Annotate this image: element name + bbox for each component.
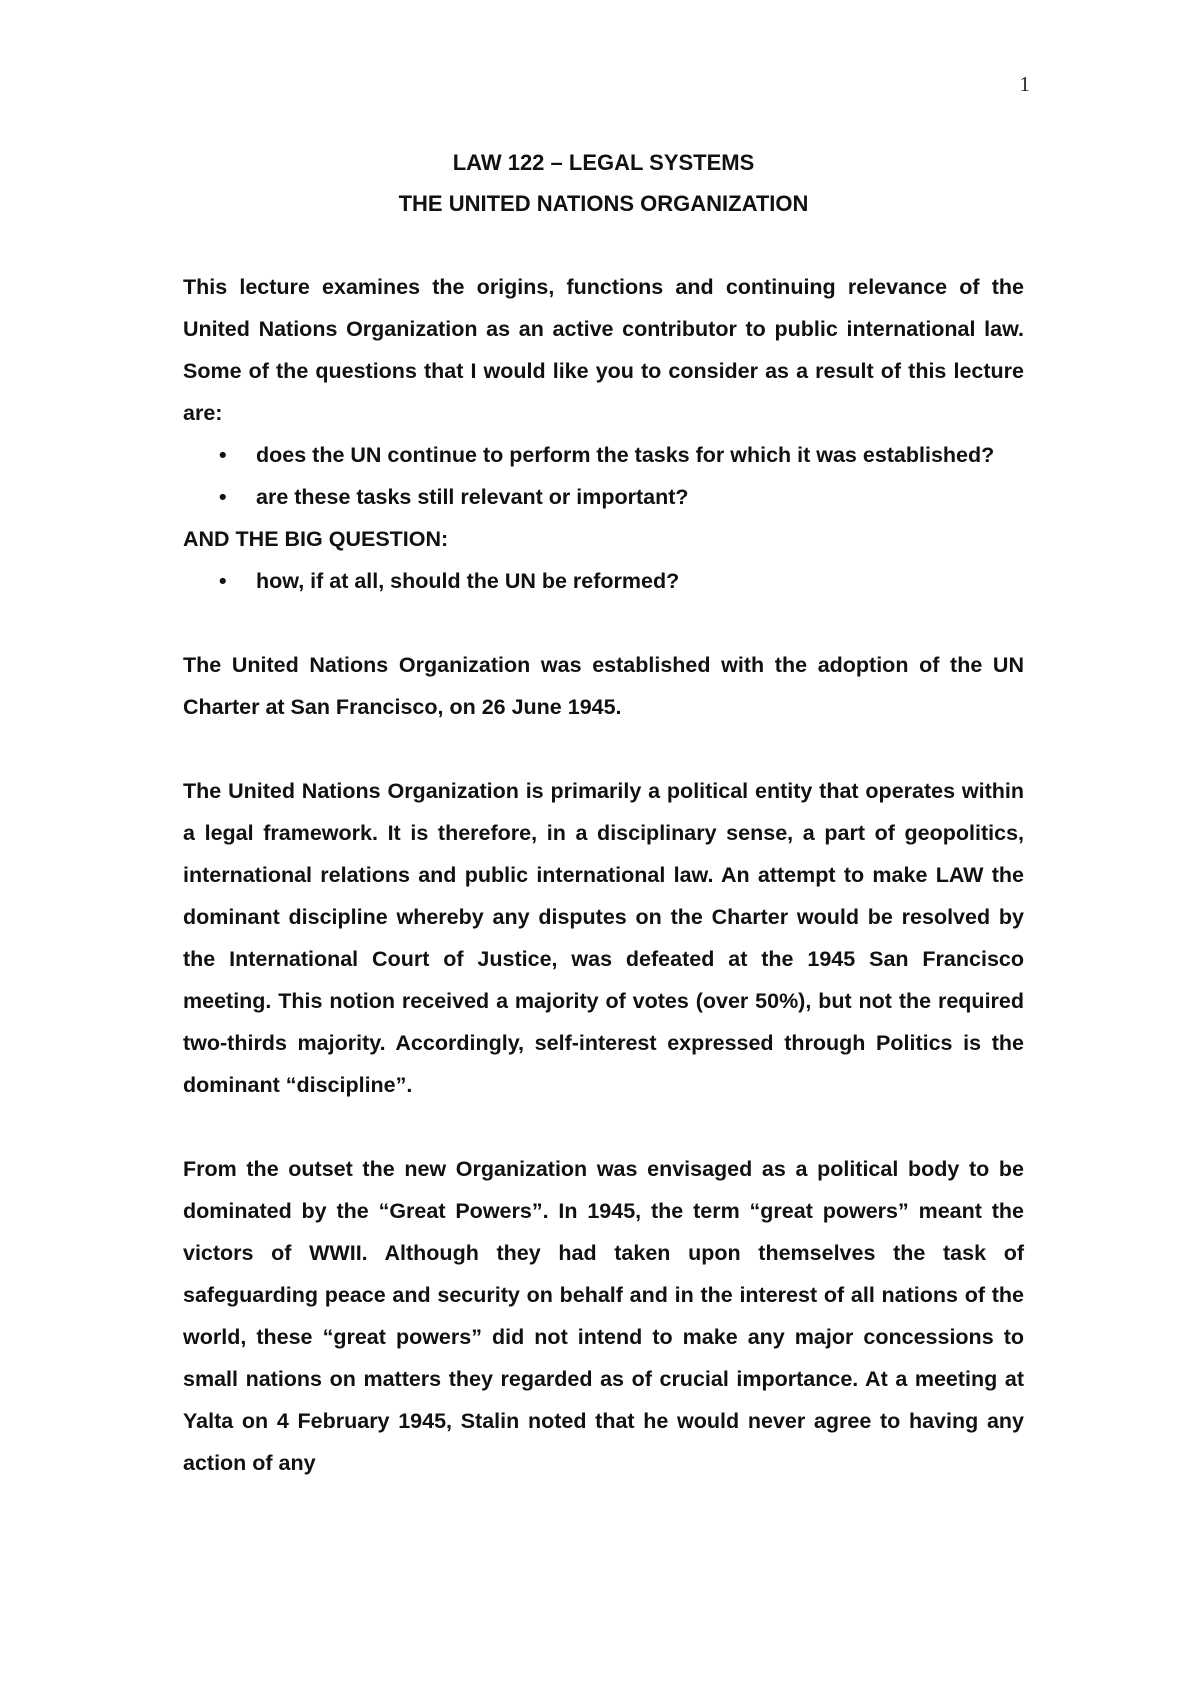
list-item xyxy=(183,476,1024,518)
body-paragraph: The United Nations Organization was established with the adoption of the UN Charter at San Francisco, on 26 June 1945. xyxy=(183,653,1024,719)
question-list xyxy=(183,434,1024,518)
intro-paragraph: This lecture examines the origins, functions and continuing relevance of the United Nations Organization as an active contributor to public international law. Some of the questions that I would like you to consider as a result of this lecture are: xyxy=(183,275,1024,425)
list-item xyxy=(183,434,1024,476)
lecture-title: THE UNITED NATIONS ORGANIZATION xyxy=(398,191,809,216)
body-paragraph: From the outset the new Organization was envisaged as a political body to be dominated by the “Great Powers”. In 1945, the term “great powers” meant the victors of WWII. Although they had taken upon themselves the task of safeguarding peace and security on behalf and in the interest of all nations of the world, these “great powers” did not intend to make any major concessions to small nations on matters they regarded as of crucial importance. At a meeting at Yalta on 4 February 1945, Stalin noted that he would never agree to having any action of any xyxy=(183,1157,1024,1475)
bullet-icon: • xyxy=(219,569,227,593)
big-question-label: AND THE BIG QUESTION: xyxy=(183,527,449,551)
bullet-icon: • xyxy=(219,443,227,467)
bullet-icon: • xyxy=(219,485,227,509)
list-item-text: how, if at all, should the UN be reformed? xyxy=(256,569,680,593)
big-question-list xyxy=(183,560,1024,602)
paragraph-spacer xyxy=(183,1106,1024,1148)
paragraph-spacer xyxy=(183,602,1024,644)
course-title: LAW 122 – LEGAL SYSTEMS xyxy=(452,150,755,175)
paragraph-spacer xyxy=(183,728,1024,770)
page-number: 1 xyxy=(1019,72,1030,96)
list-item xyxy=(183,560,1024,602)
body-paragraph: The United Nations Organization is primarily a political entity that operates within a legal framework. It is therefore, in a disciplinary sense, a part of geopolitics, international relations and public international law. An attempt to make LAW the dominant discipline whereby any disputes on the Charter would be resolved by the International Court of Justice, was defeated at the 1945 San Francisco meeting. This notion received a majority of votes (over 50%), but not the required two-thirds majority. Accordingly, self-interest expressed through Politics is the dominant “discipline”. xyxy=(183,779,1024,1097)
document-body xyxy=(183,266,1024,1484)
list-item-text: does the UN continue to perform the tasks for which it was established? xyxy=(256,443,995,467)
list-item-text: are these tasks still relevant or important? xyxy=(256,485,689,509)
title-block xyxy=(183,142,1024,224)
